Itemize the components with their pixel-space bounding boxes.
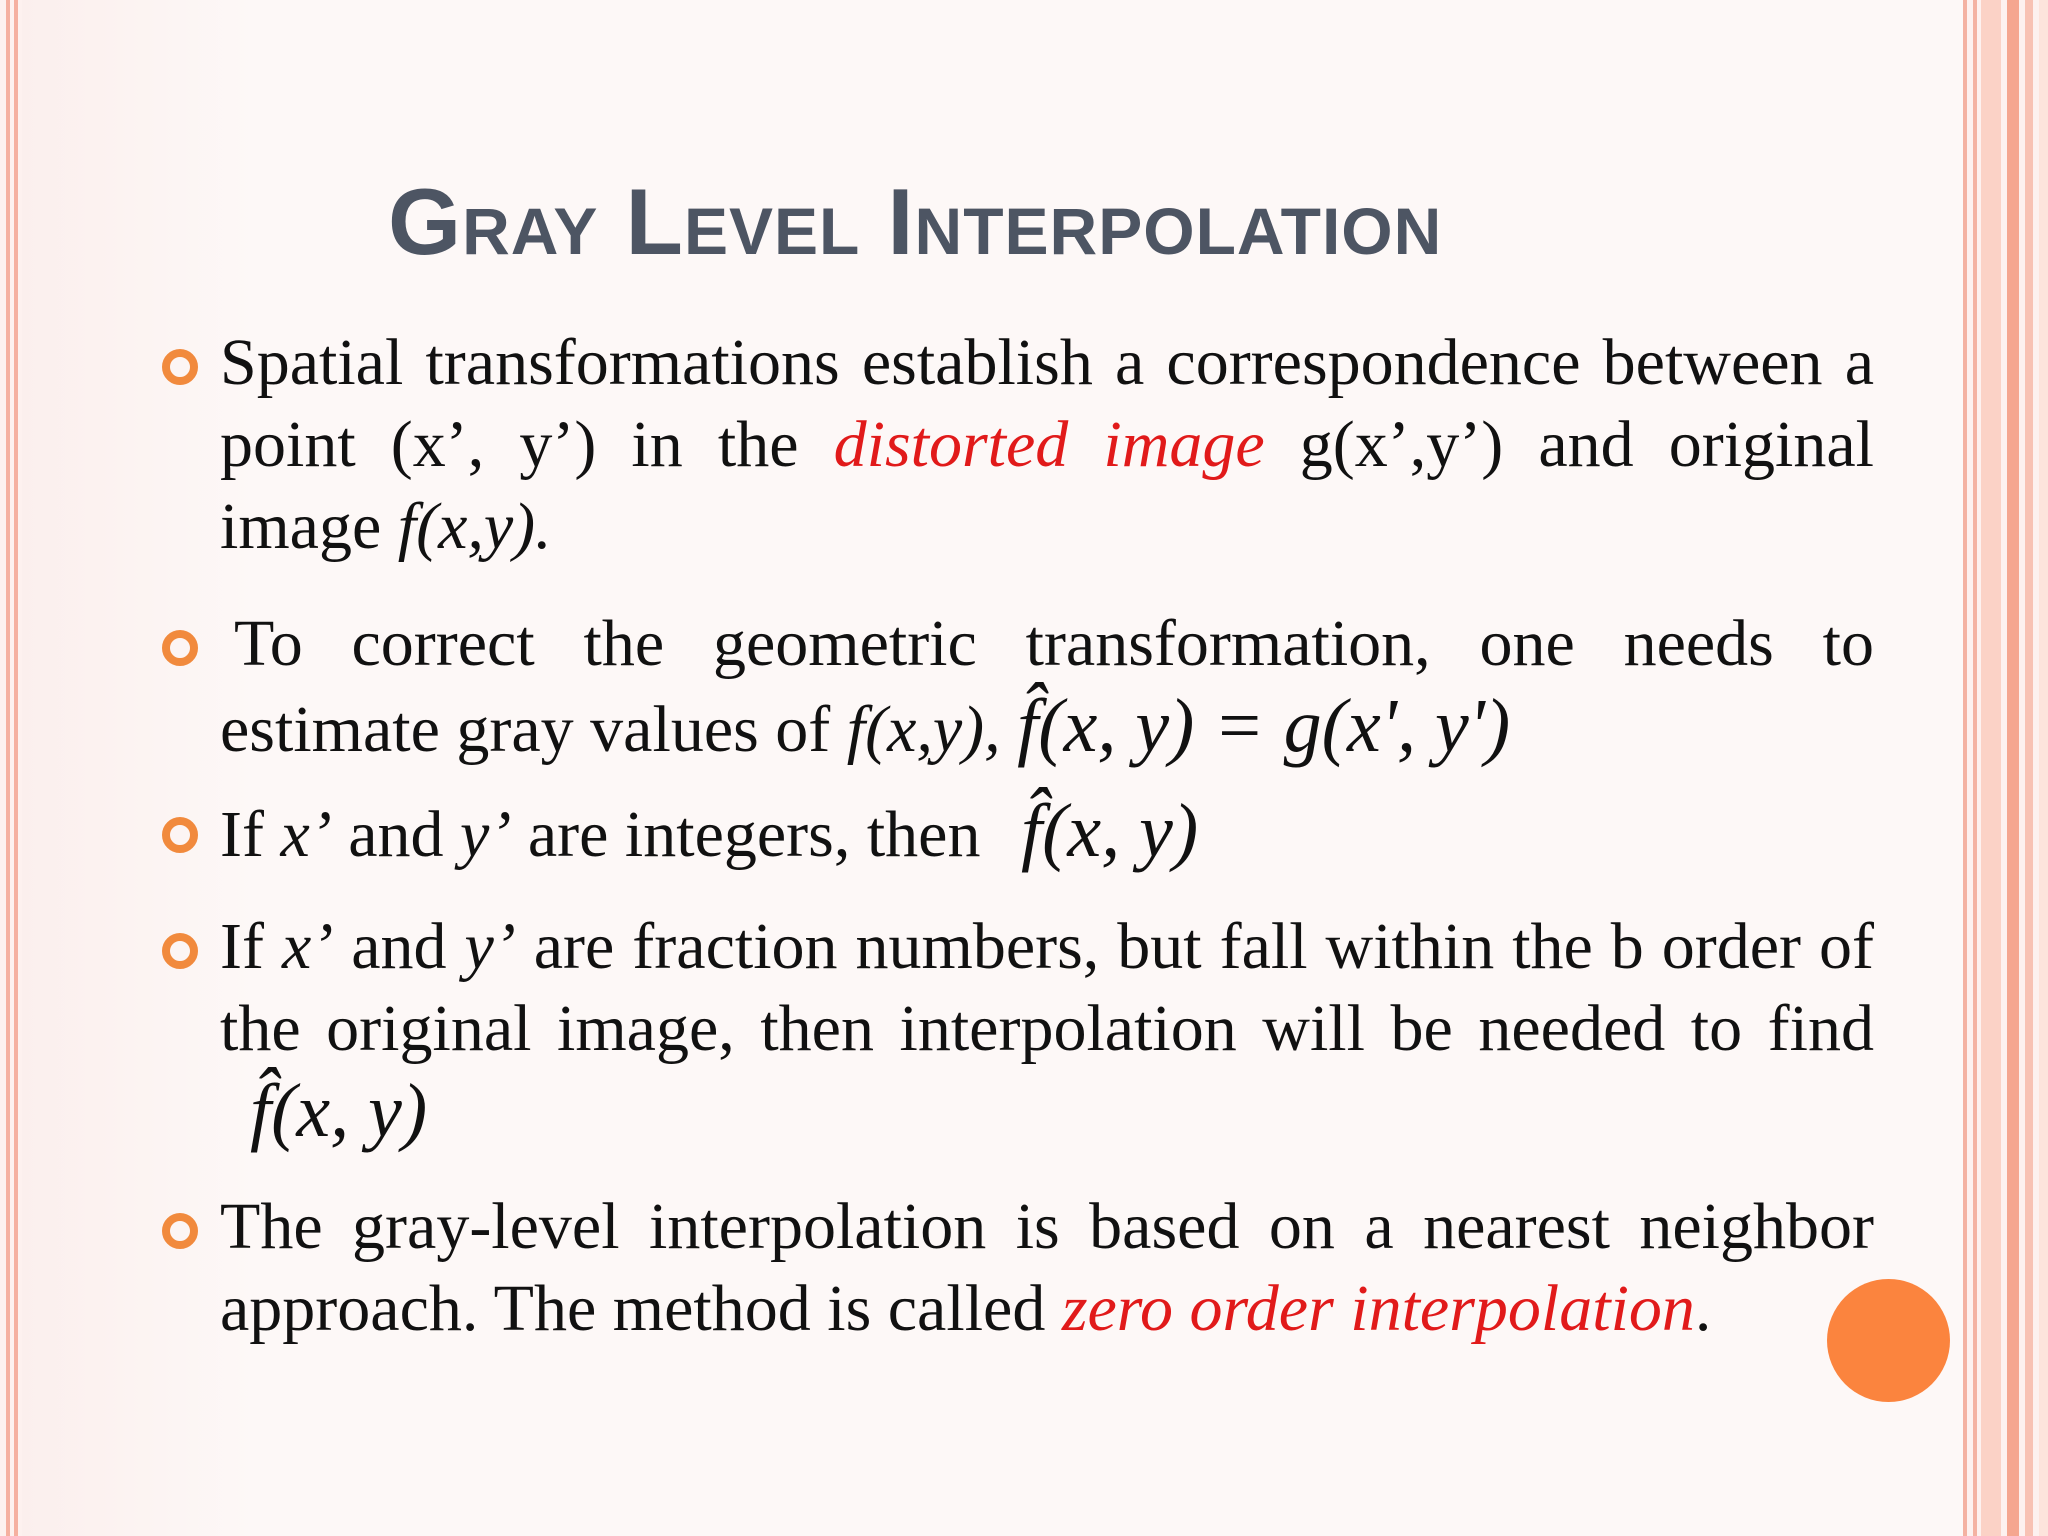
bullet-4-var-x: x’	[281, 910, 334, 983]
bullet-4-var-y: y’	[464, 910, 516, 983]
slide-title: Gray Level Interpolation	[388, 169, 1443, 274]
left-border-decoration	[0, 0, 22, 1536]
orange-circle-decoration	[1827, 1279, 1950, 1402]
bullet-ring-icon	[162, 630, 198, 666]
bullet-4-equation: f̂(x, y)	[250, 1069, 428, 1153]
bullet-1-tail: f(x,y).	[397, 490, 552, 563]
bullet-5	[220, 1186, 1874, 1350]
bullet-2-text: To correct the geometric transformation, one needs to estimate gray values of	[220, 607, 1874, 766]
bullet-2-equation: f̂(x, y) = g(x', y')	[1017, 684, 1511, 768]
bullet-ring-icon	[162, 1213, 198, 1249]
bullet-ring-icon	[162, 933, 198, 969]
bullet-3-post: are integers, then	[511, 798, 981, 871]
bullet-4	[220, 906, 1874, 1156]
bullet-5-highlight: zero order interpolation	[1061, 1272, 1695, 1345]
bullet-5-tail: .	[1694, 1272, 1712, 1345]
bullet-3-mid: and	[331, 798, 461, 871]
bullet-2-tail: f(x,y),	[846, 693, 1001, 766]
bullet-1-text: Spatial transformations establish a correspondence between a point (x’, y’) in the	[220, 326, 1874, 481]
bullet-1-mid: g(x’,y’) and original image	[220, 408, 1875, 563]
bullet-5-text: The gray-level interpolation is based on a nearest neighbor approach. The method is called	[220, 1190, 1874, 1345]
bullet-2	[220, 603, 1874, 771]
bullet-4-post: are fraction numbers, but fall within the b order of the original image, then interpolation will be needed to find	[220, 910, 1874, 1065]
bullet-3	[220, 790, 1874, 876]
bullet-1	[220, 322, 1874, 568]
bullet-3-var-x: x’	[280, 798, 332, 871]
bullet-ring-icon	[162, 349, 198, 385]
right-border-decoration	[1963, 0, 2048, 1536]
bullet-1-highlight: distorted image	[833, 408, 1265, 481]
bullet-3-var-y: y’	[460, 798, 512, 871]
bullet-3-pre: If	[220, 798, 281, 871]
bullet-ring-icon	[162, 817, 198, 853]
bullet-4-mid: and	[333, 910, 465, 983]
bullet-3-equation: f̂(x, y)	[1020, 789, 1199, 873]
bullet-4-pre: If	[220, 910, 282, 983]
